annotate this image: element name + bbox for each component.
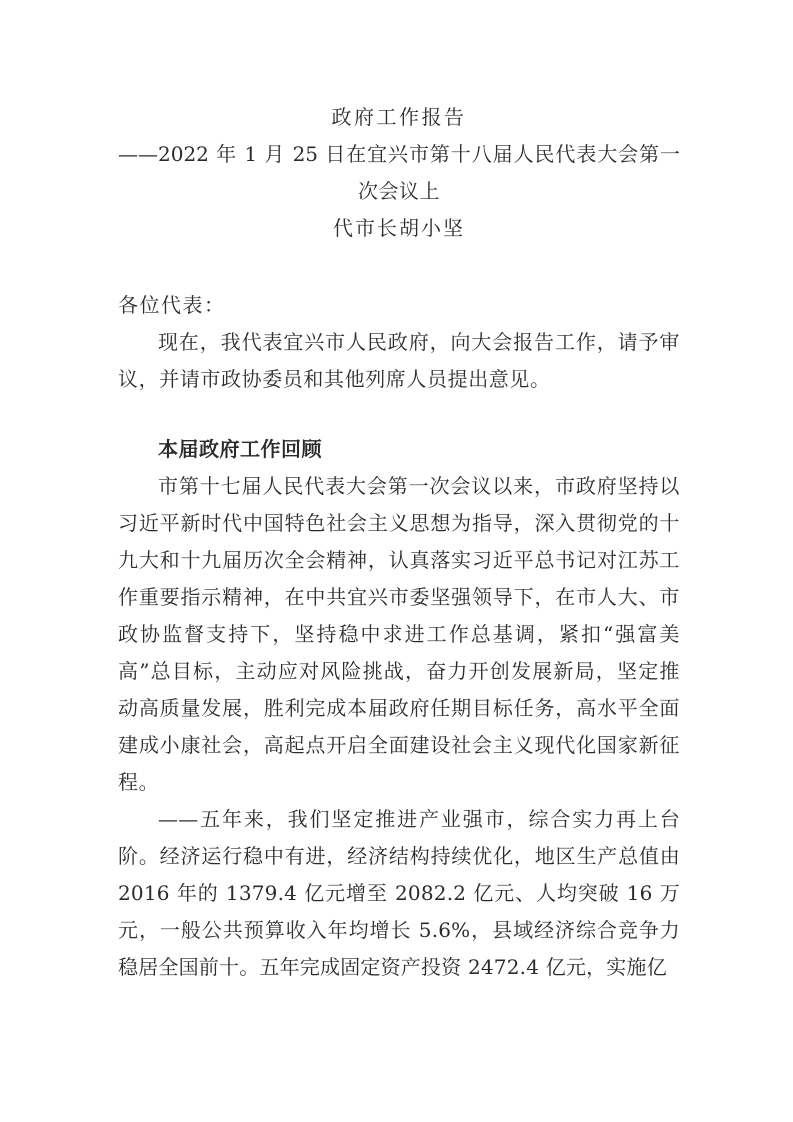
author-line: 代市长胡小坚 [333,216,465,240]
section-heading: 本届政府工作回顾 [158,437,322,461]
document-content [118,0,680,986]
title-block [118,0,680,247]
page-title: 政府工作报告 [331,105,467,129]
intro-paragraph: 现在，我代表宜兴市人民政府，向大会报告工作，请予审议，并请市政协委员和其他列席人员提出意见。 [118,330,680,391]
subtitle-line-1: ——2022 年 1 月 25 日在宜兴市第十八届人民代表大会第一 [118,142,680,166]
body-paragraph-2: ——五年来，我们坚定推进产业强市，综合实力再上台阶。经济运行稳中有进，经济结构持续优化，地区生产总值由 2016 年的 1379.4 亿元增至 2082.2 亿元、人均突破 16 万元，一般公共预算收入年均增长 5.6%，县域经济综合竞争力稳居全国前十。五年完成固定资产投资 2472.4 亿元，实施亿 [118,807,680,979]
body-paragraph-1: 市第十七届人民代表大会第一次会议以来，市政府坚持以习近平新时代中国特色社会主义思想为指导，深入贯彻党的十九大和十九届历次全会精神，认真落实习近平总书记对江苏工作重要指示精神，在中共宜兴市委坚强领导下，在市人大、市政协监督支持下，坚持稳中求进工作总基调，紧扣“强富美高”总目标，主动应对风险挑战，奋力开创发展新局，坚定推动高质量发展，胜利完成本届政府任期目标任务，高水平全面建成小康社会，高起点开启全面建设社会主义现代化国家新征程。 [118,474,680,794]
salutation: 各位代表： [118,293,226,317]
subtitle-line-2: 次会议上 [358,179,440,203]
